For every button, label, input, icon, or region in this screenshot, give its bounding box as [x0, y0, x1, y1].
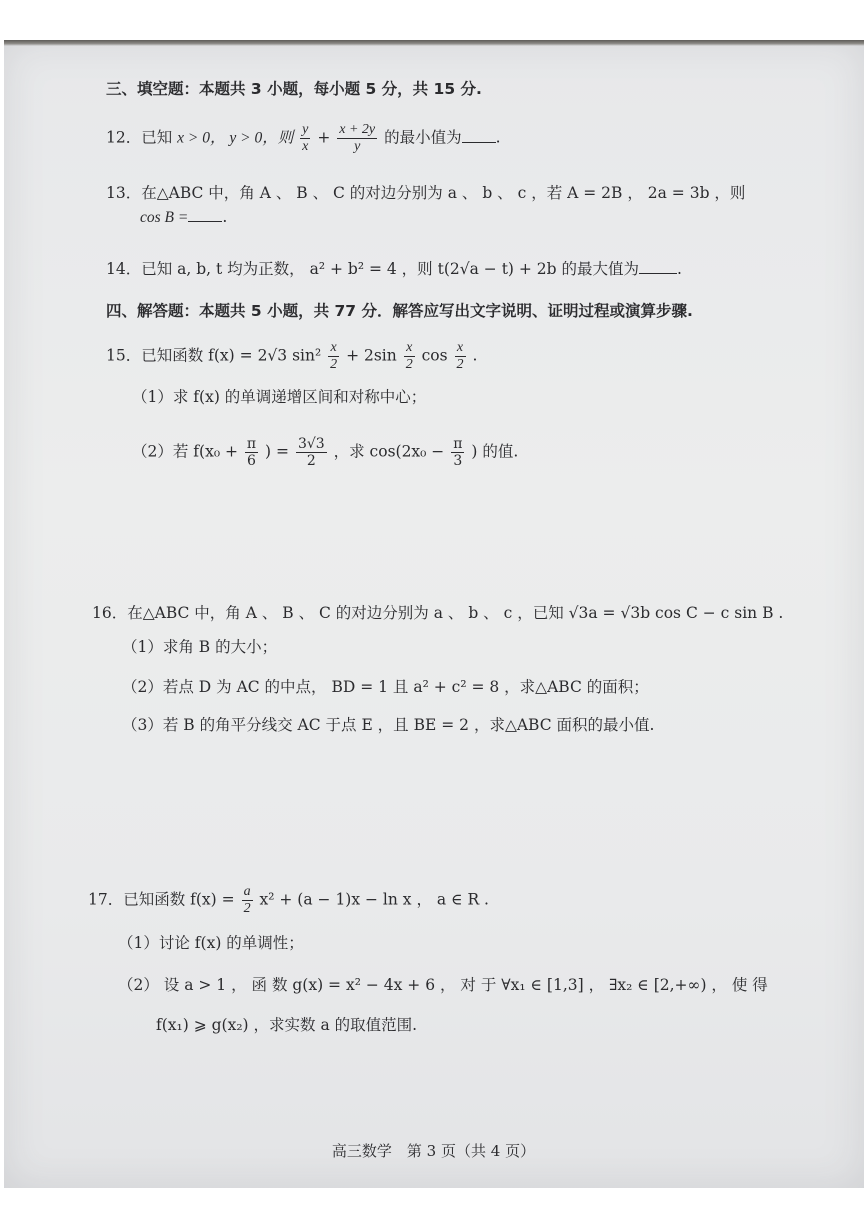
question-17-part-2-line-1: （2） 设 a > 1 ， 函 数 g(x) = x² − 4x + 6 ， 对 于 ∀x₁ ∈ [1,3] ， ∃x₂ ∈ [2,+∞) ， 使 得 [118, 976, 768, 994]
question-15-stem [106, 340, 477, 373]
q12-frac1-denominator: x [302, 139, 309, 154]
q13-end: . [222, 208, 228, 226]
q14-end: . [677, 260, 682, 278]
question-13-line-2 [140, 206, 227, 229]
q15-cos: cos [421, 346, 448, 365]
question-17-part-2-line-2: f(x₁) ⩾ g(x₂) ，求实数 a 的取值范围. [156, 1016, 418, 1034]
q15-p2-mid: ，求 cos(2x₀ − [333, 442, 445, 461]
question-17-part-1: （1）讨论 f(x) 的单调性； [118, 934, 304, 952]
q15-p2-frac1-numerator: π [246, 436, 257, 452]
q15-frac-b [404, 340, 415, 373]
q15-p2-end: ) 的值. [471, 442, 519, 461]
question-16-stem: 16．在△ABC 中，角 A 、 B 、 C 的对边分别为 a 、 b 、 c ，已知 √3a = √3b cos C − c sin B . [92, 604, 784, 622]
q15-stem-end: . [472, 346, 478, 365]
section-4-heading: 四、解答题：本题共 5 小题，共 77 分．解答应写出文字说明、证明过程或演算步骤. [106, 302, 693, 320]
q15-p2-prefix: （2）若 f(x₀ + [132, 442, 238, 461]
q15-frac-c-denominator: 2 [456, 357, 464, 372]
q15-stem-prefix: 15．已知函数 f(x) = 2√3 sin² [106, 346, 322, 365]
answer-blank [639, 259, 677, 274]
q12-plus: + [317, 128, 331, 147]
q15-p2-frac-3 [451, 436, 464, 469]
q15-frac-a-numerator: x [328, 340, 339, 357]
q15-frac-a-denominator: 2 [330, 357, 338, 372]
q15-frac-a [328, 340, 339, 373]
q12-fraction-2 [337, 122, 377, 155]
question-16-part-2: （2）若点 D 为 AC 的中点， BD = 1 且 a² + c² = 8 ，求△ABC 的面积； [122, 678, 649, 696]
question-12 [106, 122, 501, 155]
q12-frac2-numerator: x + 2y [339, 122, 376, 137]
question-16-part-3: （3）若 B 的角平分线交 AC 于点 E ，且 BE = 2 ，求△ABC 面积的最小值. [122, 716, 655, 734]
q14-text: 14．已知 a, b, t 均为正数， a² + b² = 4 ，则 t(2√a − t) + 2b 的最大值为 [106, 260, 640, 278]
q15-p2-frac-2 [296, 436, 327, 469]
q12-prefix: 12．已知 [106, 128, 173, 147]
q15-p2-frac3-denominator: 3 [453, 453, 463, 469]
q15-p2-frac-1 [245, 436, 258, 469]
q17-stem-rest: x² + (a − 1)x − ln x ， a ∈ R . [259, 890, 489, 909]
q12-end: . [495, 128, 501, 147]
q15-p2-frac2-numerator: 3√3 [297, 436, 325, 452]
question-15-part-2 [132, 436, 518, 469]
q15-p2-frac3-numerator: π [453, 436, 463, 452]
answer-blank [188, 207, 222, 222]
q15-p2-frac1-denominator: 6 [247, 453, 256, 469]
question-13-line-1: 13．在△ABC 中，角 A 、 B 、 C 的对边分别为 a 、 b 、 c ，若 A = 2B ， 2a = 3b ，则 [106, 184, 746, 202]
question-14 [106, 258, 682, 280]
question-16-part-1: （1）求角 B 的大小； [122, 638, 278, 656]
q15-frac-b-numerator: x [404, 340, 415, 357]
answer-blank [462, 128, 496, 143]
question-15-part-1: （1）求 f(x) 的单调递增区间和对称中心； [132, 388, 427, 406]
q17-frac-numerator: a [243, 884, 251, 899]
q17-frac [242, 884, 253, 917]
q15-p2-eq: ) = [265, 442, 289, 461]
section-3-heading: 三、填空题：本题共 3 小题，每小题 5 分，共 15 分. [106, 80, 482, 98]
q13-cosb: cos B = [140, 209, 189, 226]
q17-frac-denominator: 2 [243, 901, 251, 916]
q15-mid: + 2sin [346, 346, 397, 365]
q17-stem-prefix: 17．已知函数 f(x) = [88, 890, 235, 909]
q15-p2-frac2-denominator: 2 [306, 453, 316, 469]
q12-frac1-numerator: y [302, 122, 309, 137]
paper-top-shadow [4, 40, 864, 46]
q12-frac2-denominator: y [354, 139, 361, 154]
q12-condition: x > 0， y > 0，则 [177, 129, 294, 147]
q15-frac-b-denominator: 2 [405, 357, 413, 372]
question-17-stem [88, 884, 489, 917]
q15-frac-c [455, 340, 466, 373]
q15-frac-c-numerator: x [455, 340, 466, 357]
page-footer: 高三数学 第 3 页（共 4 页） [331, 1142, 536, 1160]
q12-fraction-1 [300, 122, 310, 155]
q12-suffix: 的最小值为 [384, 128, 462, 147]
